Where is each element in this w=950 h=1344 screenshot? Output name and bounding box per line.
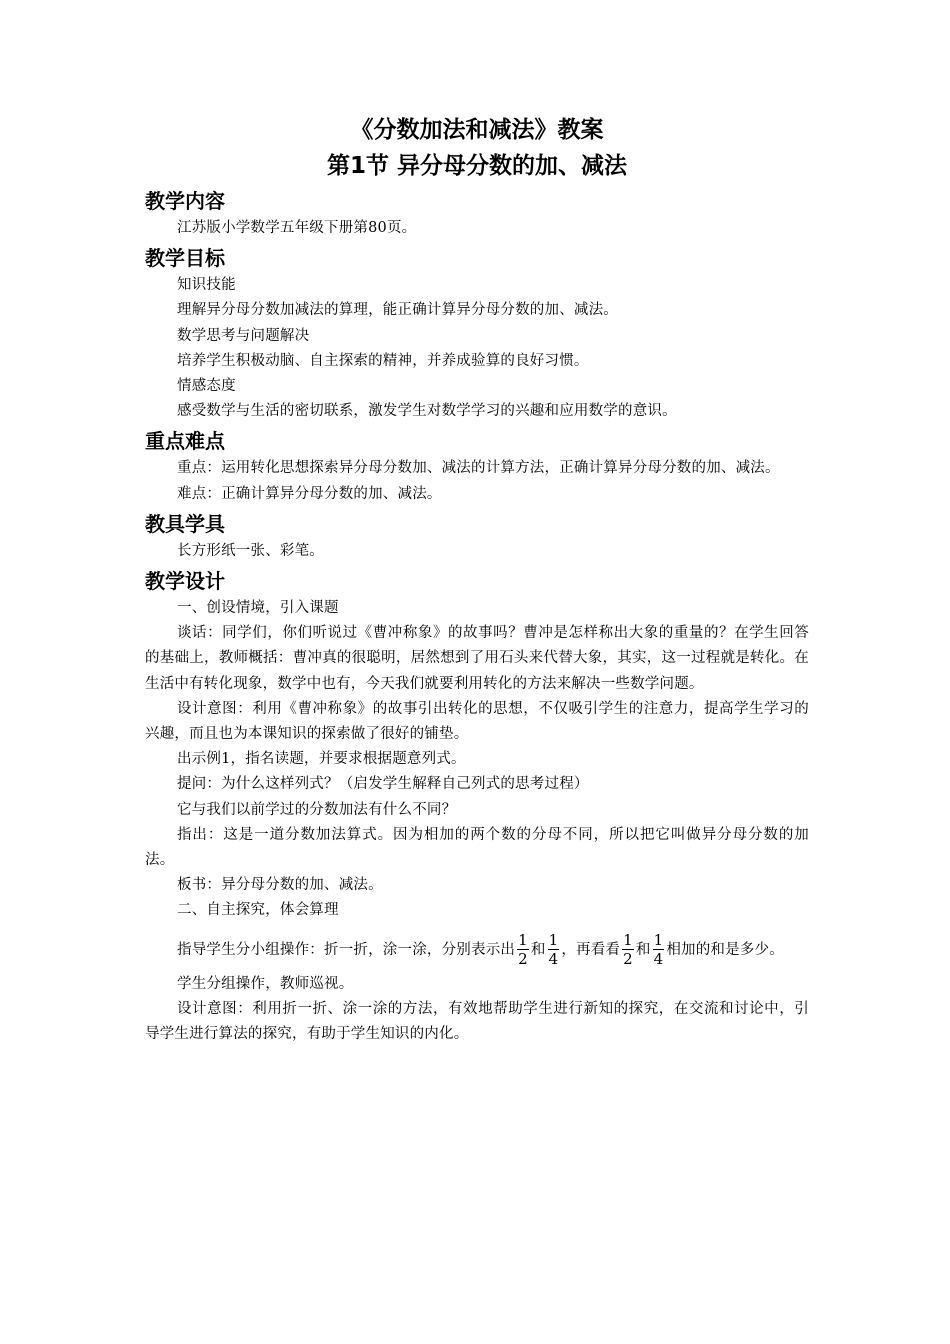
content-text: 江苏版小学数学五年级下册第80页。 <box>177 220 417 236</box>
design-paragraph: 指出：这是一道分数加法算式。因为相加的两个数的分母不同，所以把它叫做异分母分数的加法。 <box>145 826 809 869</box>
math-text-after: 相加的和是多少。 <box>666 941 784 958</box>
fraction-numerator: 1 <box>623 931 633 950</box>
tools-text: 长方形纸一张、彩笔。 <box>177 542 324 559</box>
design-paragraph: 学生分组操作，教师巡视。 <box>177 975 354 992</box>
fraction-numerator: 1 <box>518 931 528 950</box>
design-paragraph: 一、创设情境，引入课题 <box>177 600 339 617</box>
fraction-denominator: 4 <box>548 950 559 969</box>
fraction-paragraph <box>145 928 809 972</box>
design-paragraph: 板书：异分母分数的加、减法。 <box>177 877 383 894</box>
fraction-one-quarter <box>653 931 665 968</box>
goal-line: 数学思考与问题解决 <box>177 327 310 344</box>
math-text-and: 和 <box>530 941 546 958</box>
design-paragraph: 出示例1，指名读题，并要求根据题意列式。 <box>177 751 466 768</box>
fraction-one-quarter <box>548 931 560 968</box>
math-text-and: 和 <box>635 941 651 958</box>
heading-keypoints: 重点难点 <box>145 429 225 454</box>
fraction-denominator: 2 <box>623 950 633 969</box>
document-title: 《分数加法和减法》教案 <box>350 117 604 143</box>
goal-line: 情感态度 <box>177 378 236 395</box>
design-paragraph: 提问：为什么这样列式？（启发学生解释自己列式的思考过程） <box>177 776 589 793</box>
heading-tools: 教具学具 <box>145 511 225 536</box>
design-paragraph: 设计意图：利用《曹冲称象》的故事引出转化的思想，不仅吸引学生的注意力，提高学生学习的兴趣，而且也为本课知识的探索做了很好的铺垫。 <box>145 700 809 743</box>
design-paragraph: 二、自主探究，体会算理 <box>177 902 339 919</box>
fraction-denominator: 2 <box>518 950 528 969</box>
fraction-numerator: 1 <box>548 931 559 950</box>
fraction-one-half <box>517 931 529 968</box>
goal-line: 知识技能 <box>177 277 236 294</box>
goal-line: 感受数学与生活的密切联系，激发学生对数学学习的兴趣和应用数学的意识。 <box>177 403 677 420</box>
keypoint-line: 难点：正确计算异分母分数的加、减法。 <box>177 485 442 502</box>
heading-goals: 教学目标 <box>145 246 225 271</box>
math-text-before: 指导学生分小组操作：折一折，涂一涂，分别表示出 <box>177 941 516 958</box>
goal-line: 理解异分母分数加减法的算理，能正确计算异分母分数的加、减法。 <box>177 302 618 319</box>
heading-content: 教学内容 <box>145 189 225 213</box>
heading-design: 教学设计 <box>145 569 225 594</box>
design-paragraph: 谈话：同学们，你们听说过《曹冲称象》的故事吗？曹冲是怎样称出大象的重量的？在学生回答的基础上，教师概括：曹冲真的很聪明，居然想到了用石头来代替大象，其实，这一过程就是转化。在生活中有转化现象，数学中也有，今天我们就要利用转化的方法来解决一些数学问题。 <box>145 625 809 692</box>
document-subtitle: 第1节 异分母分数的加、减法 <box>326 153 627 179</box>
document-page <box>145 112 809 1047</box>
design-paragraph: 设计意图：利用折一折、涂一涂的方法，有效地帮助学生进行新知的探究，在交流和讨论中，引导学生进行算法的探究，有助于学生知识的内化。 <box>145 1000 809 1043</box>
keypoint-line: 重点：运用转化思想探索异分母分数加、减法的计算方法，正确计算异分母分数的加、减法。 <box>177 460 780 477</box>
fraction-denominator: 4 <box>653 950 664 969</box>
math-text-mid: ，再看看 <box>561 941 621 958</box>
fraction-numerator: 1 <box>653 931 664 950</box>
goal-line: 培养学生积极动脑、自主探索的精神，并养成验算的良好习惯。 <box>177 352 589 369</box>
fraction-one-half <box>622 931 634 968</box>
design-paragraph: 它与我们以前学过的分数加法有什么不同？ <box>177 801 457 818</box>
